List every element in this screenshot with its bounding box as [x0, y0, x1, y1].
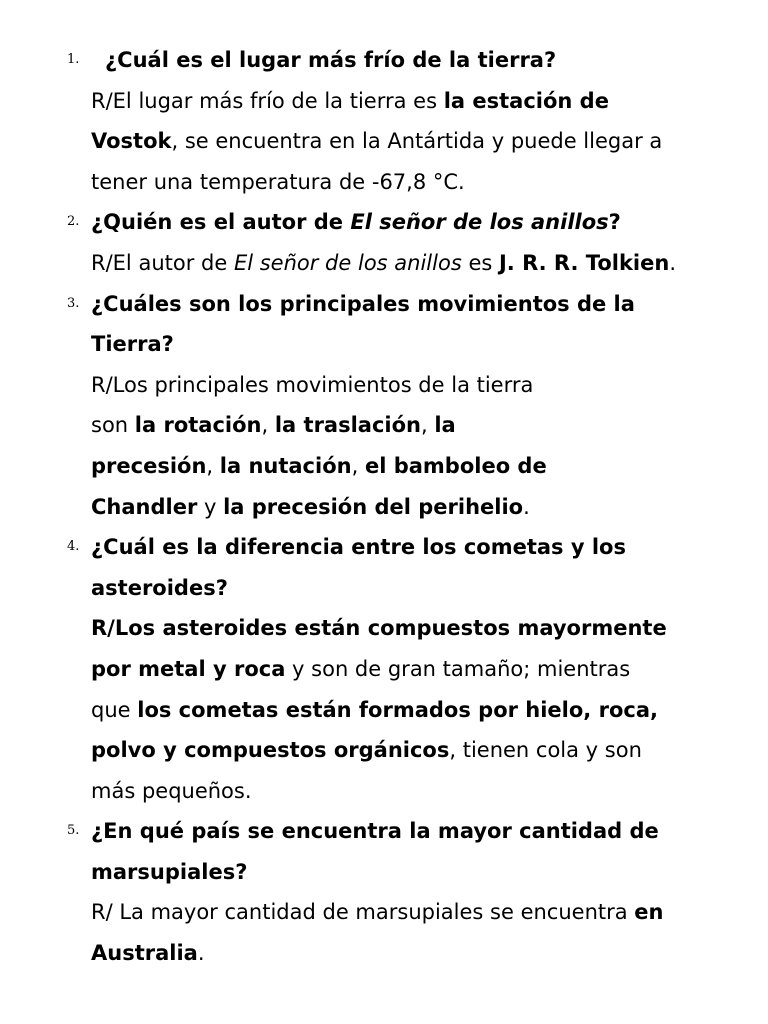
answer-text: es	[461, 250, 499, 275]
qa-document	[0, 40, 768, 974]
answer-bold: R/Los asteroides están compuestos mayormente	[91, 616, 667, 641]
answer-bold: Chandler	[91, 494, 198, 519]
list-number: 2.	[67, 214, 80, 230]
answer-text: y	[197, 494, 224, 519]
answer-bold: la precesión del perihelio	[223, 494, 524, 519]
answer-line	[91, 121, 728, 162]
answer-text: y son de gran tamaño; mientras	[285, 656, 631, 681]
book-title: El señor de los anillos	[350, 210, 609, 235]
answer-bold: el bamboleo de	[364, 453, 547, 478]
question-text: ¿Quién es el autor de	[91, 210, 351, 235]
answer-text: .	[197, 941, 205, 966]
answer-line	[91, 608, 728, 649]
answer-bold: Vostok	[91, 129, 172, 154]
answer-bold: Australia	[91, 941, 198, 966]
answer-line	[91, 446, 728, 487]
answer-bold: precesión	[91, 453, 207, 478]
answer-line	[91, 730, 728, 771]
answer-line	[91, 487, 728, 528]
list-number: 5.	[67, 823, 80, 839]
question: ¿Cuál es el lugar más frío de la tierra?	[105, 48, 557, 72]
question: ¿Cuáles son los principales movimientos de la	[91, 291, 635, 316]
answer-line	[91, 405, 728, 446]
qa-item-4	[0, 527, 768, 811]
answer-line	[91, 243, 728, 284]
question: asteroides?	[91, 575, 228, 600]
answer-line	[91, 81, 728, 122]
answer-line	[91, 690, 728, 731]
answer-bold: la	[434, 413, 456, 438]
answer-bold: la rotación	[134, 413, 262, 438]
answer-line: más pequeños.	[91, 778, 252, 803]
answer-line	[91, 649, 728, 690]
answer-bold: en	[634, 900, 664, 925]
answer-bold: la estación de	[443, 88, 609, 113]
answer-text: ,	[420, 413, 435, 438]
answer-bold: J. R. R. Tolkien	[498, 250, 670, 275]
qa-item-5	[0, 811, 768, 973]
answer-bold: polvo y compuestos orgánicos	[91, 738, 450, 763]
question: ¿Cuál es la diferencia entre los cometas y los	[91, 535, 626, 560]
answer-text: son	[91, 413, 135, 438]
answer-text: .	[669, 250, 676, 275]
qa-item-2	[0, 202, 768, 283]
answer-line	[91, 933, 728, 974]
question-mark: ?	[608, 210, 621, 235]
answer-line: tener una temperatura de -67,8 °C.	[91, 169, 465, 194]
answer-text: R/El lugar más frío de la tierra es	[91, 88, 444, 113]
answer-bold: los cometas están formados por hielo, roca,	[137, 697, 658, 722]
answer-bold: la nutación	[219, 453, 352, 478]
list-number: 3.	[67, 295, 80, 311]
qa-item-3	[0, 284, 768, 528]
list-number: 4.	[67, 539, 80, 555]
answer-bold: por metal y roca	[91, 656, 286, 681]
qa-item-1	[0, 40, 768, 202]
answer-text: ,	[351, 453, 365, 478]
answer-line	[91, 892, 728, 933]
answer-text: ,	[206, 453, 220, 478]
question: marsupiales?	[91, 859, 248, 884]
question	[91, 202, 728, 243]
list-number: 1.	[67, 52, 80, 67]
answer-text: , se encuentra en la Antártida y puede llegar a	[171, 129, 663, 154]
answer-bold: la traslación	[274, 413, 421, 438]
answer-text: R/ La mayor cantidad de marsupiales se encuentra	[91, 900, 635, 925]
question: ¿En qué país se encuentra la mayor cantidad de	[91, 819, 659, 844]
answer-text: R/El autor de	[91, 250, 234, 275]
answer-text: , tienen cola y son	[449, 738, 642, 763]
answer-line: R/Los principales movimientos de la tierra	[91, 372, 534, 397]
question: Tierra?	[91, 332, 174, 357]
answer-text: que	[91, 697, 138, 722]
answer-text: ,	[261, 413, 275, 438]
book-title: El señor de los anillos	[233, 250, 462, 275]
answer-text: .	[523, 494, 530, 519]
